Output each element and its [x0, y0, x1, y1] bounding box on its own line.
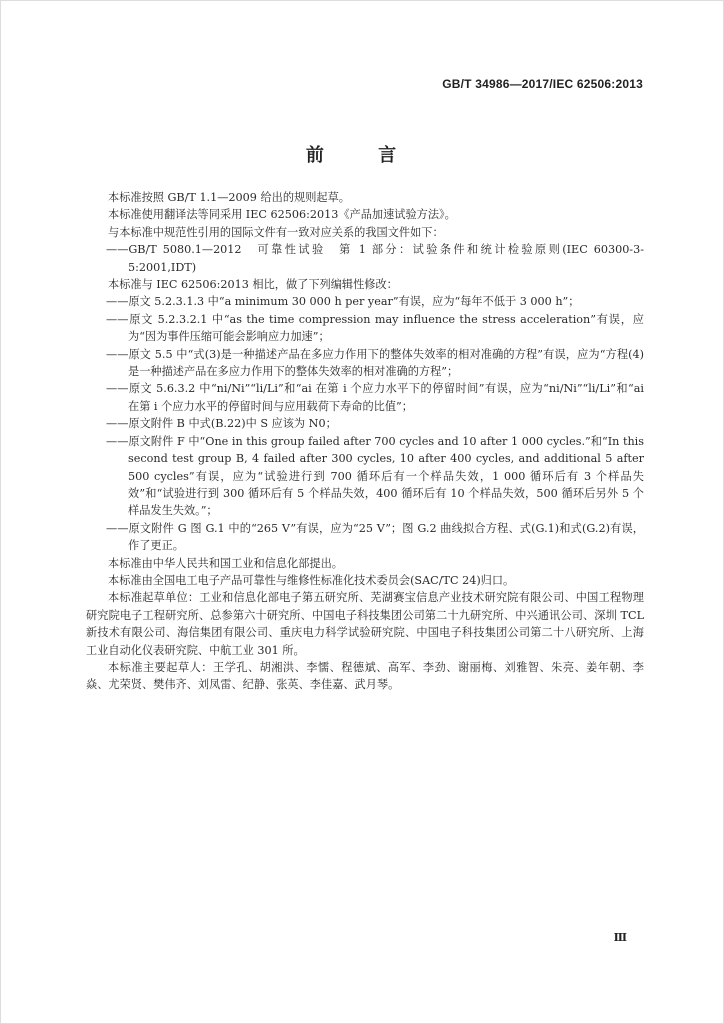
standard-code: GB/T 34986—2017/IEC 62506:2013	[442, 77, 643, 91]
page-number: Ⅲ	[613, 931, 627, 944]
paragraph-drafting-rules: 本标准按照 GB/T 1.1—2009 给出的规则起草。	[108, 191, 350, 204]
paragraph-drafters: 本标准主要起草人：王学孔、胡湘洪、李懦、程德斌、高军、李劲、谢丽梅、刘雅智、朱亮、姜年朝、李焱、尤荣贤、樊伟齐、刘凤雷、纪静、张英、李佳嘉、武月琴。	[86, 660, 644, 692]
list-item-change-3: ——原文 5.5 中“式(3)是一种描述产品在多应力作用下的整体失效率的相对准确的方程”有误，应为“方程(4)是一种描述产品在多应力作用下的整体失效率的相对准确的方程”；	[106, 347, 644, 379]
list-item-change-7: ——原文附件 G 图 G.1 中的“265 V”有误，应为“25 V”；图 G.2 曲线拟合方程、式(G.1)和式(G.2)有误，作了更正。	[106, 521, 644, 553]
list-item-change-6: ——原文附件 F 中“One in this group failed after 700 cycles and 10 after 1 000 cycles.”和“In this second test group B, 4 failed after 300 cycles, 10 after 400 cycles, and additional 5 after 500 cycles”有误，应为“试验进行到 700 循环后有一个样品失效，1 000 循环后有 3 个样品失效”和“试验进行到 300 循环后有 5 个样品失效，400 循环后有 10 个样品失效，500 循环后另外 5 个样品发生失效。”；	[106, 434, 644, 518]
paragraph-proposer: 本标准由中华人民共和国工业和信息化部提出。	[108, 556, 343, 570]
paragraph-drafting-units: 本标准起草单位：工业和信息化部电子第五研究所、芜湖赛宝信息产业技术研究院有限公司、中国工程物理研究院电子工程研究所、总参第六十研究所、中国电子科技集团公司第二十九研究所、中兴通讯公司、深圳 TCL 新技术有限公司、海信集团有限公司、重庆电力科学试验研究院、中国电子科技集团公司第二十八研究所、上海工业自动化仪表研究院、中航工业 301 所。	[86, 591, 644, 657]
paragraph-normative-refs: 与本标准中规范性引用的国际文件有一致对应关系的我国文件如下：	[108, 225, 444, 239]
paragraph-editorial-changes: 本标准与 IEC 62506:2013 相比，做了下列编辑性修改：	[108, 278, 398, 292]
paragraph-technical-committee: 本标准由全国电工电子产品可靠性与维修性标准化技术委员会(SAC/TC 24)归口。	[108, 573, 515, 587]
list-item-change-5: ——原文附件 B 中式(B.22)中 S 应该为 N0；	[106, 417, 337, 431]
list-item-change-2: ——原文 5.2.3.2.1 中“as the time compression may influence the stress acceleration”有误，应为“因为事件压缩可能会影响应力加速”；	[106, 312, 644, 344]
list-item-ref-gbt5080: ——GB/T 5080.1—2012 可靠性试验 第 1 部分：试验条件和统计检验原则(IEC 60300-3-5:2001,IDT)	[106, 243, 644, 274]
page-title: 前 言	[305, 145, 421, 166]
document-body	[86, 189, 644, 694]
paragraph-translation-method: 本标准使用翻译法等同采用 IEC 62506:2013《产品加速试验方法》。	[108, 208, 456, 222]
list-item-change-1: ——原文 5.2.3.1.3 中“a minimum 30 000 h per year”有误，应为“每年不低于 3 000 h”；	[106, 295, 580, 309]
list-item-change-4: ——原文 5.6.3.2 中“ni/Ni”“li/Li”和“ai 在第 i 个应力水平下的停留时间”有误，应为“ni/Ni”“li/Li”和“ai 在第 i 个应力水平的停留时间与应用载荷下寿命的比值”；	[106, 382, 644, 413]
